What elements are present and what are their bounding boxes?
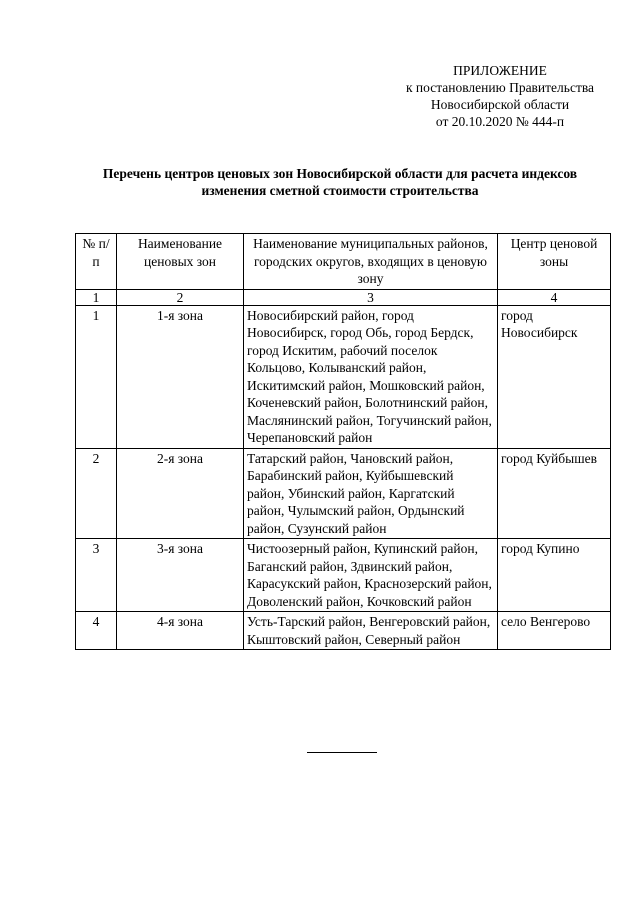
row-center: город Купино — [498, 539, 611, 612]
row-zone: 1-я зона — [117, 305, 244, 448]
header-zone: Наименование ценовых зон — [117, 234, 244, 290]
row-districts: Татарский район, Чановский район, Барабинский район, Куйбышевский район, Убинский район, Каргатский район, Чулымский район, Ордынский район, Сузунский район — [244, 448, 498, 539]
row-num: 1 — [76, 305, 117, 448]
header-num: № п/п — [76, 234, 117, 290]
appendix-title: ПРИЛОЖЕНИЕ — [453, 63, 547, 78]
row-zone: 2-я зона — [117, 448, 244, 539]
column-number: 3 — [244, 289, 498, 305]
row-districts: Новосибирский район, город Новосибирск, город Обь, город Бердск, город Искитим, рабочий поселок Кольцово, Колыванский район, Искитимский район, Мошковский район, Коченевский район, Болотнинский район, Маслянинский район, Тогучинский район, Черепановский район — [244, 305, 498, 448]
row-districts: Чистоозерный район, Купинский район, Баганский район, Здвинский район, Карасукский район, Краснозерский район, Доволенский район, Кочковский район — [244, 539, 498, 612]
header-center: Центр ценовой зоны — [498, 234, 611, 290]
row-zone: 3-я зона — [117, 539, 244, 612]
row-center: город Куйбышев — [498, 448, 611, 539]
table-row — [76, 612, 611, 650]
column-number: 4 — [498, 289, 611, 305]
row-zone: 4-я зона — [117, 612, 244, 650]
column-number: 1 — [76, 289, 117, 305]
closing-divider — [307, 752, 377, 753]
header-districts: Наименование муниципальных районов, городских округов, входящих в ценовую зону — [244, 234, 498, 290]
row-districts: Усть-Тарский район, Венгеровский район, Кыштовский район, Северный район — [244, 612, 498, 650]
appendix-decree: к постановлению Правительства — [405, 80, 595, 95]
document-title — [60, 165, 620, 199]
column-number: 2 — [117, 289, 244, 305]
row-num: 3 — [76, 539, 117, 612]
table-row — [76, 448, 611, 539]
title-line-1: Перечень центров ценовых зон Новосибирской области для расчета индексов — [102, 166, 578, 181]
appendix-date: от 20.10.2020 № 444-п — [435, 114, 565, 129]
column-number-row — [76, 289, 611, 305]
row-num: 4 — [76, 612, 117, 650]
table-row — [76, 305, 611, 448]
row-center: город Новосибирск — [498, 305, 611, 448]
title-line-2: изменения сметной стоимости строительства — [201, 183, 479, 198]
row-num: 2 — [76, 448, 117, 539]
appendix-region: Новосибирской области — [430, 97, 570, 112]
row-center: село Венгерово — [498, 612, 611, 650]
table-row — [76, 539, 611, 612]
table-header-row — [76, 234, 611, 290]
zones-table — [75, 233, 611, 650]
appendix-block — [380, 62, 620, 130]
